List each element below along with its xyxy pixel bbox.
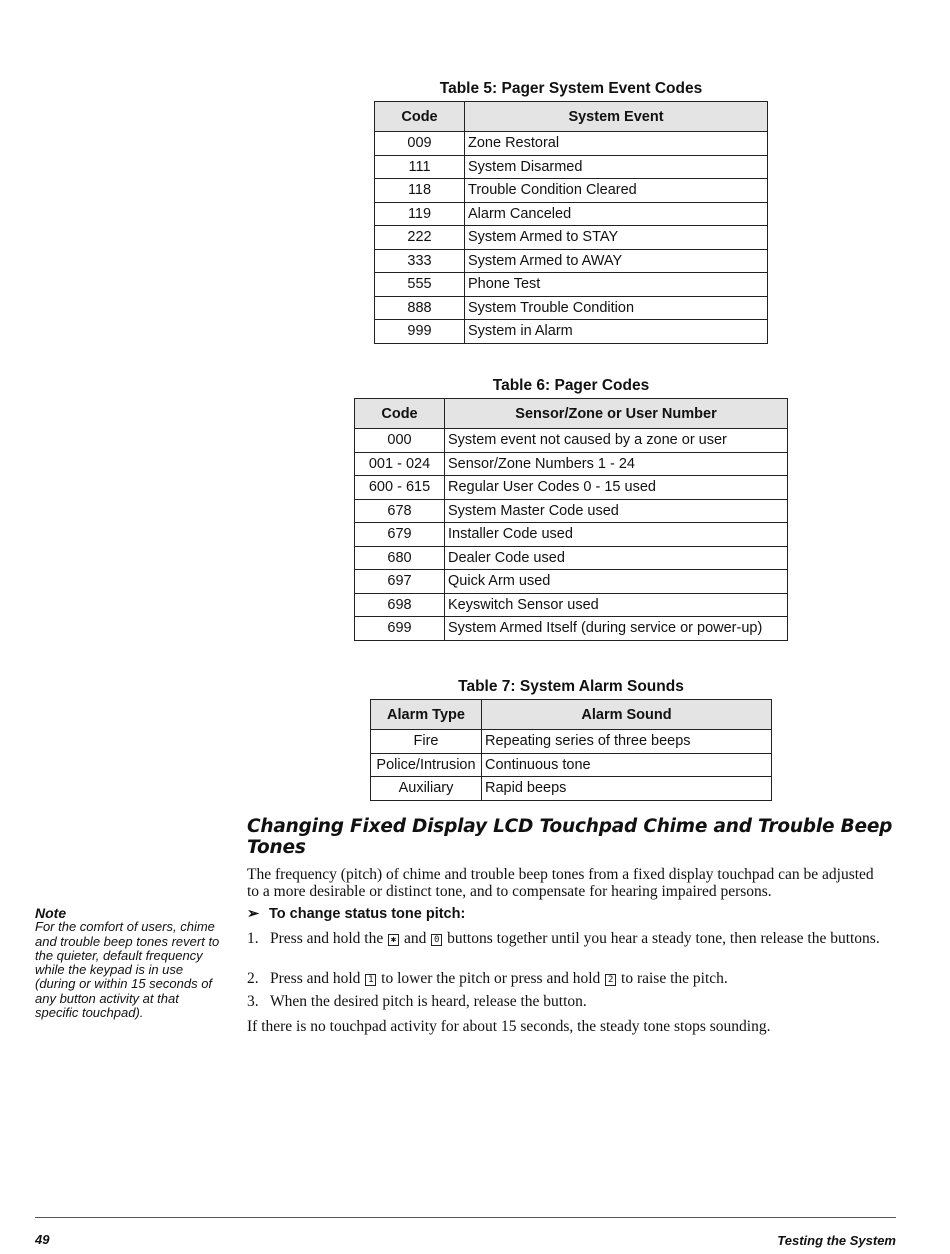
table-row bbox=[375, 179, 768, 203]
table6 bbox=[354, 398, 788, 641]
alarm-sound-cell: Rapid beeps bbox=[482, 777, 772, 801]
intro-paragraph: The frequency (pitch) of chime and trouble beep tones from a fixed display touchpad can be adjusted to a more desirable or distinct tone, and to compensate for hearing impaired persons. bbox=[247, 866, 874, 900]
procedure-step bbox=[247, 970, 887, 987]
column-header: Code bbox=[375, 102, 465, 132]
table-row bbox=[375, 155, 768, 179]
code-cell: 119 bbox=[375, 202, 465, 226]
table-row bbox=[375, 202, 768, 226]
one-key-icon: 1 bbox=[365, 974, 376, 986]
table5 bbox=[374, 101, 768, 344]
code-cell: 888 bbox=[375, 296, 465, 320]
code-cell: 222 bbox=[375, 226, 465, 250]
footer-section-title: Testing the System bbox=[777, 1233, 896, 1248]
column-header: Code bbox=[355, 399, 445, 429]
event-cell: Alarm Canceled bbox=[465, 202, 768, 226]
table-row bbox=[375, 249, 768, 273]
description-cell: System Master Code used bbox=[445, 499, 788, 523]
table-row bbox=[375, 320, 768, 344]
description-cell: Keyswitch Sensor used bbox=[445, 593, 788, 617]
table-header-row bbox=[355, 399, 788, 429]
table-row bbox=[355, 593, 788, 617]
table7 bbox=[370, 699, 772, 801]
arrow-bullet-icon: ➢ bbox=[247, 906, 260, 922]
table5-caption: Table 5: Pager System Event Codes bbox=[439, 80, 703, 97]
table-row bbox=[375, 296, 768, 320]
step-number: 1. bbox=[247, 930, 259, 947]
event-cell: Phone Test bbox=[465, 273, 768, 297]
code-cell: 680 bbox=[355, 546, 445, 570]
step-text: Press and hold the ✱ and 0 buttons together until you hear a steady tone, then release the buttons. bbox=[270, 930, 880, 947]
procedure-step bbox=[247, 930, 887, 947]
description-cell: Sensor/Zone Numbers 1 - 24 bbox=[445, 452, 788, 476]
code-cell: 678 bbox=[355, 499, 445, 523]
alarm-sound-cell: Continuous tone bbox=[482, 753, 772, 777]
footer-divider bbox=[35, 1217, 896, 1218]
code-cell: 555 bbox=[375, 273, 465, 297]
side-note bbox=[35, 906, 225, 1020]
code-cell: 699 bbox=[355, 617, 445, 641]
code-cell: 000 bbox=[355, 429, 445, 453]
table-row bbox=[371, 730, 772, 754]
table-row bbox=[375, 226, 768, 250]
table-header-row bbox=[375, 102, 768, 132]
table-row bbox=[355, 570, 788, 594]
column-header: Alarm Sound bbox=[482, 700, 772, 730]
event-cell: Trouble Condition Cleared bbox=[465, 179, 768, 203]
table-row bbox=[375, 132, 768, 156]
table-row bbox=[355, 617, 788, 641]
description-cell: System Armed Itself (during service or power-up) bbox=[445, 617, 788, 641]
code-cell: 009 bbox=[375, 132, 465, 156]
code-cell: 118 bbox=[375, 179, 465, 203]
code-cell: 679 bbox=[355, 523, 445, 547]
step-text: Press and hold 1 to lower the pitch or press and hold 2 to raise the pitch. bbox=[270, 970, 728, 987]
procedure-title-text: To change status tone pitch: bbox=[269, 906, 466, 922]
star-key-icon: ✱ bbox=[388, 934, 399, 946]
step-number: 3. bbox=[247, 993, 259, 1010]
description-cell: Dealer Code used bbox=[445, 546, 788, 570]
event-cell: System in Alarm bbox=[465, 320, 768, 344]
table-row bbox=[355, 476, 788, 500]
table-row bbox=[355, 499, 788, 523]
code-cell: 333 bbox=[375, 249, 465, 273]
step-number: 2. bbox=[247, 970, 259, 987]
event-cell: System Armed to STAY bbox=[465, 226, 768, 250]
code-cell: 600 - 615 bbox=[355, 476, 445, 500]
column-header: System Event bbox=[465, 102, 768, 132]
alarm-type-cell: Police/Intrusion bbox=[371, 753, 482, 777]
alarm-sound-cell: Repeating series of three beeps bbox=[482, 730, 772, 754]
column-header: Alarm Type bbox=[371, 700, 482, 730]
table6-caption: Table 6: Pager Codes bbox=[492, 377, 650, 394]
code-cell: 698 bbox=[355, 593, 445, 617]
table7-caption: Table 7: System Alarm Sounds bbox=[458, 678, 684, 695]
section-heading: Changing Fixed Display LCD Touchpad Chime and Trouble Beep Tones bbox=[247, 816, 893, 858]
step-text: When the desired pitch is heard, release the button. bbox=[270, 993, 587, 1010]
event-cell: Zone Restoral bbox=[465, 132, 768, 156]
two-key-icon: 2 bbox=[605, 974, 616, 986]
event-cell: System Disarmed bbox=[465, 155, 768, 179]
description-cell: Quick Arm used bbox=[445, 570, 788, 594]
note-text: For the comfort of users, chime and trouble beep tones revert to the quieter, default frequency while the keypad is in use (during or within 15 seconds of any button activity at that specific touchpad). bbox=[35, 919, 220, 1021]
zero-key-icon: 0 bbox=[431, 934, 442, 946]
event-cell: System Trouble Condition bbox=[465, 296, 768, 320]
description-cell: System event not caused by a zone or user bbox=[445, 429, 788, 453]
procedure-title bbox=[247, 906, 465, 922]
description-cell: Regular User Codes 0 - 15 used bbox=[445, 476, 788, 500]
table-row bbox=[371, 753, 772, 777]
code-cell: 001 - 024 bbox=[355, 452, 445, 476]
table-row bbox=[355, 546, 788, 570]
page-number: 49 bbox=[35, 1232, 50, 1247]
table-row bbox=[355, 452, 788, 476]
note-title: Note bbox=[35, 905, 67, 921]
code-cell: 999 bbox=[375, 320, 465, 344]
code-cell: 697 bbox=[355, 570, 445, 594]
table-row bbox=[355, 523, 788, 547]
table-row bbox=[355, 429, 788, 453]
procedure-step bbox=[247, 993, 887, 1010]
column-header: Sensor/Zone or User Number bbox=[445, 399, 788, 429]
event-cell: System Armed to AWAY bbox=[465, 249, 768, 273]
code-cell: 111 bbox=[375, 155, 465, 179]
alarm-type-cell: Auxiliary bbox=[371, 777, 482, 801]
table-row bbox=[371, 777, 772, 801]
description-cell: Installer Code used bbox=[445, 523, 788, 547]
table-header-row bbox=[371, 700, 772, 730]
alarm-type-cell: Fire bbox=[371, 730, 482, 754]
closing-paragraph: If there is no touchpad activity for about 15 seconds, the steady tone stops sounding. bbox=[247, 1018, 771, 1035]
table-row bbox=[375, 273, 768, 297]
